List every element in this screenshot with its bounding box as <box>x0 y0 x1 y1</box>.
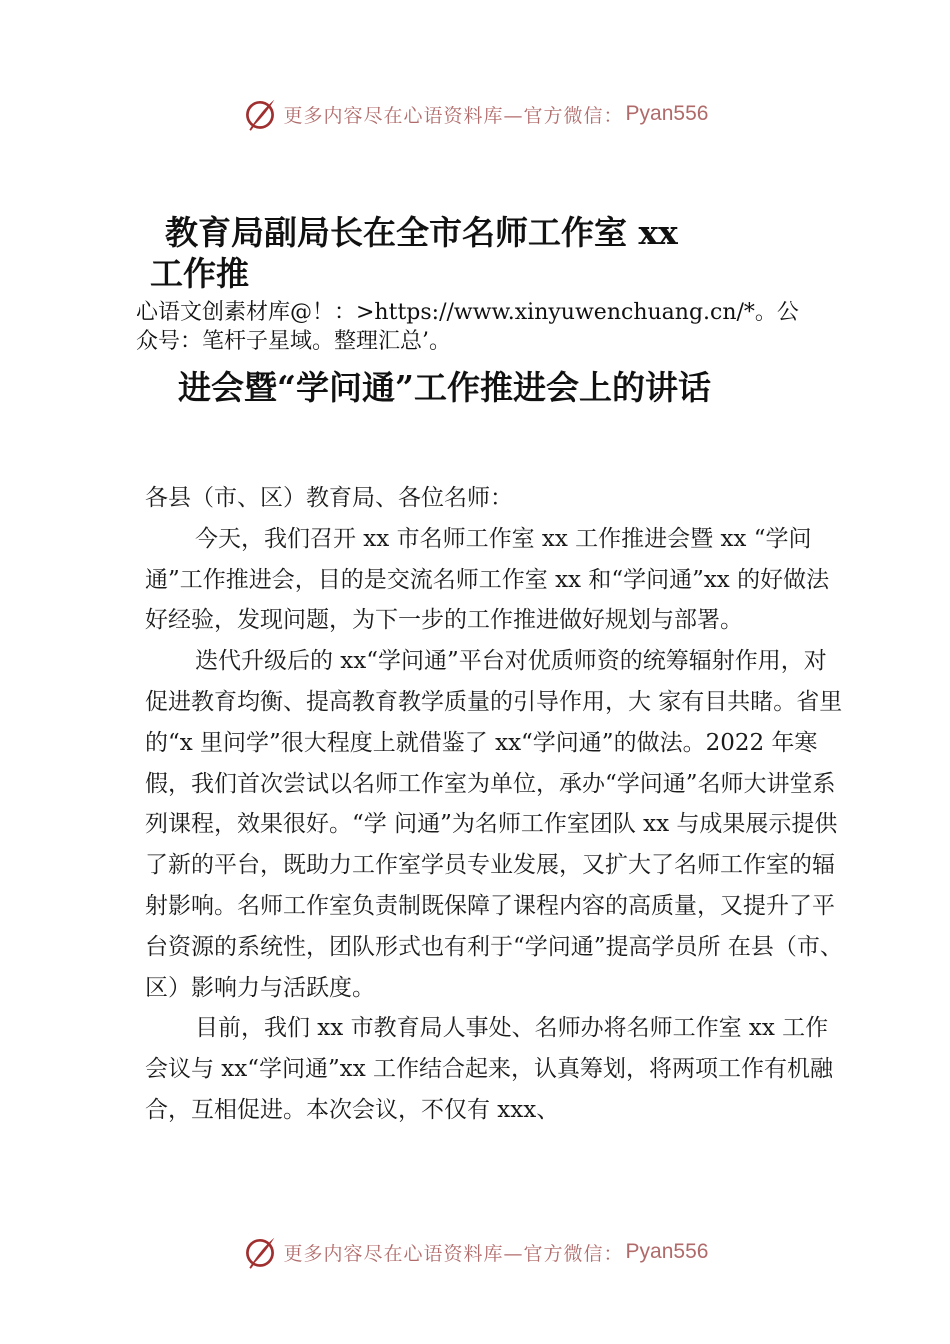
salutation: 各县（市、区）教育局、各位名师： <box>145 485 513 511</box>
paragraph: 今天，我们召开 xx 市名师工作室 xx 工作推进会暨 xx “学问通”工作推进会，目的是交流名师工作室 xx 和“学问通”xx 的好做法好经验，发现问题，为下一步的工作推进做好规划与部署。 <box>145 525 830 634</box>
paragraph: 目前，我们 xx 市教育局人事处、名师办将名师工作室 xx 工作会议与 xx“学问通”xx 工作结合起来，认真筹划，将两项工作有机融合，互相促进。本次会议，不仅有 xxx、 <box>145 1015 834 1123</box>
banner-text: 更多内容尽在心语资料库—官方微信： <box>283 104 624 127</box>
quill-pen-logo-icon <box>242 96 278 132</box>
banner-wechat-id: Pyan556 <box>625 102 709 125</box>
source-watermark-line-1: 心语文创素材库@！：>https://www.xinyuwenchuang.cn/*。公 <box>136 300 799 325</box>
document-title-line-3: 进会暨“学问通”工作推进会上的讲话 <box>178 368 711 407</box>
document-title-line-2: 工作推 <box>150 254 249 293</box>
source-watermark-line-2: 众号：笔杆子星域。整理汇总’。 <box>136 329 451 354</box>
banner-text: 更多内容尽在心语资料库—官方微信： <box>283 1242 624 1265</box>
footer-banner <box>0 1232 950 1272</box>
header-banner <box>0 94 950 134</box>
document-title-line-1: 教育局副局长在全市名师工作室 xx <box>165 213 678 252</box>
quill-pen-logo-icon <box>242 1234 278 1270</box>
banner-wechat-id: Pyan556 <box>625 1240 709 1263</box>
paragraph: 迭代升级后的 xx“学问通”平台对优质师资的统筹辐射作用，对促进教育均衡、提高教育教学质量的引导作用，大 家有目共睹。省里的“x 里问学”很大程度上就借鉴了 xx“学问通”的做法。2022 年寒假，我们首次尝试以名师工作室为单位，承办“学问通”名师大讲堂系列课程，效果很好。“学 问通”为名师工作室团队 xx 与成果展示提供了新的平台，既助力工作室学员专业发展，又扩大了名师工作室的辐射影响。名师工作室负责制既保障了课程内容的高质量，又提升了平 台资源的系统性，团队形式也有利于“学问通”提高学员所 在县（市、区）影响力与活跃度。 <box>145 648 843 1001</box>
speech-body <box>145 478 845 1131</box>
